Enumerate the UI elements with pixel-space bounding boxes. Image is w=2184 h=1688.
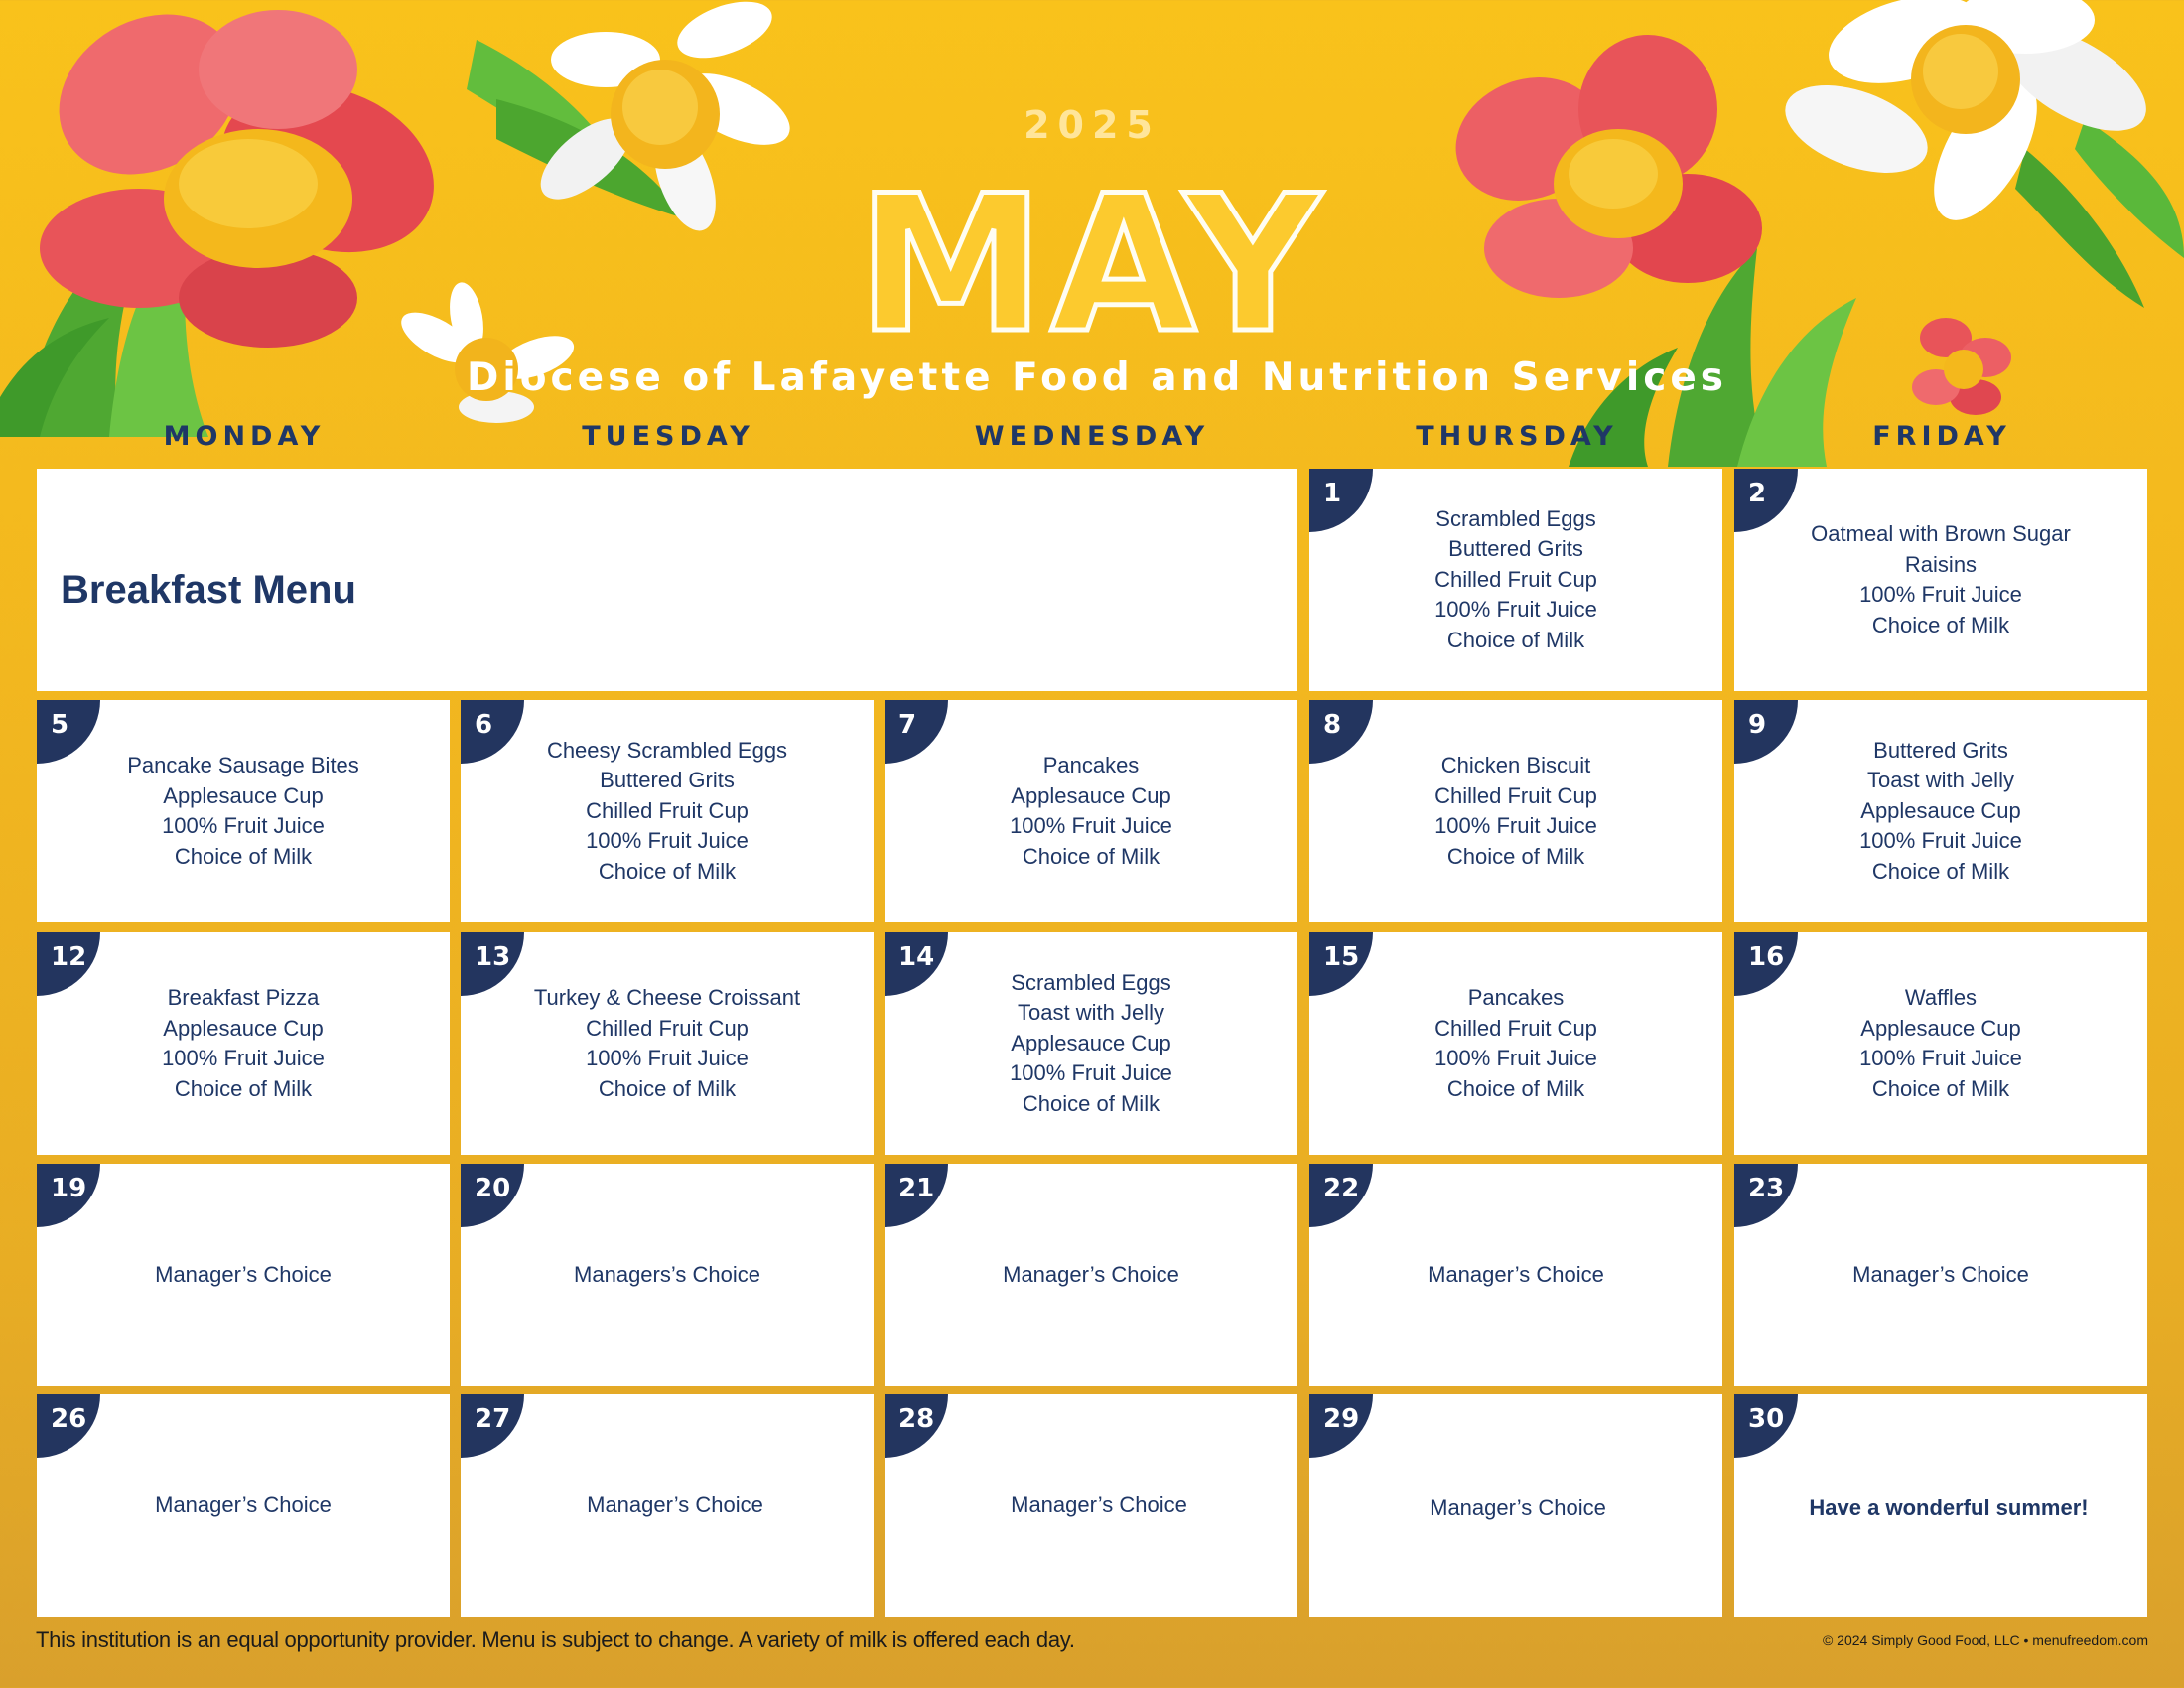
calendar-day-cell bbox=[1734, 469, 2147, 691]
menu-item: Scrambled Eggs bbox=[1011, 969, 1171, 995]
calendar-day-cell bbox=[885, 1164, 1297, 1386]
day-number: 6 bbox=[475, 710, 493, 740]
calendar-day-cell bbox=[461, 932, 874, 1155]
day-number: 16 bbox=[1748, 942, 1785, 972]
menu-item: 100% Fruit Juice bbox=[162, 813, 325, 838]
menu-item: Applesauce Cup bbox=[163, 782, 324, 808]
menu-item: Chilled Fruit Cup bbox=[586, 797, 749, 823]
calendar-day-cell bbox=[461, 1164, 874, 1386]
menu-item: Breakfast Pizza bbox=[167, 985, 320, 1010]
menu-item: Choice of Milk bbox=[1446, 627, 1585, 652]
menu-item: Choice of Milk bbox=[1871, 858, 2010, 884]
menu-items bbox=[898, 700, 1284, 922]
calendar-day-cell bbox=[885, 700, 1297, 922]
menu-items bbox=[51, 1394, 436, 1617]
menu-item: Waffles bbox=[1904, 985, 1978, 1010]
menu-item: Choice of Milk bbox=[1022, 843, 1160, 869]
menu-item: Manager’s Choice bbox=[1430, 1494, 1606, 1520]
calendar-month: MAY bbox=[857, 155, 1327, 374]
menu-item: Choice of Milk bbox=[1446, 843, 1585, 869]
calendar-day-cell bbox=[1309, 469, 1722, 691]
menu-item: Applesauce Cup bbox=[1860, 1015, 2021, 1041]
calendar-day-cell bbox=[37, 1164, 450, 1386]
menu-item: Chilled Fruit Cup bbox=[1434, 566, 1597, 592]
calendar-day-cell bbox=[37, 700, 450, 922]
breakfast-menu-banner bbox=[37, 469, 1297, 691]
calendar-year: 2025 bbox=[1024, 103, 1160, 147]
summer-message: Have a wonderful summer! bbox=[1809, 1494, 2089, 1520]
menu-items bbox=[1323, 469, 1708, 691]
menu-item: Choice of Milk bbox=[598, 858, 737, 884]
menu-item: 100% Fruit Juice bbox=[586, 828, 749, 854]
menu-item: Oatmeal with Brown Sugar bbox=[1811, 521, 2071, 546]
menu-item: Applesauce Cup bbox=[1860, 797, 2021, 823]
menu-item: Choice of Milk bbox=[1022, 1090, 1160, 1116]
menu-items bbox=[1323, 932, 1708, 1155]
menu-item: Scrambled Eggs bbox=[1435, 505, 1596, 531]
menu-item: Pancakes bbox=[1467, 985, 1565, 1010]
calendar-day-cell bbox=[461, 700, 874, 922]
menu-items bbox=[475, 1164, 860, 1386]
menu-items bbox=[898, 1164, 1284, 1386]
calendar-day-cell bbox=[461, 1394, 874, 1617]
menu-item: Manager’s Choice bbox=[1852, 1261, 2029, 1287]
menu-item: Manager’s Choice bbox=[1011, 1491, 1187, 1517]
menu-items bbox=[1323, 700, 1708, 922]
menu-item: Buttered Grits bbox=[1448, 536, 1583, 562]
menu-item: 100% Fruit Juice bbox=[1859, 1046, 2022, 1070]
menu-item: Pancakes bbox=[1042, 753, 1140, 777]
menu-item: Manager’s Choice bbox=[1003, 1261, 1179, 1287]
menu-item: 100% Fruit Juice bbox=[1859, 828, 2022, 854]
menu-item: Choice of Milk bbox=[1871, 1075, 2010, 1101]
menu-item: Turkey & Cheese Croissant bbox=[533, 985, 801, 1010]
menu-items bbox=[914, 1394, 1284, 1617]
menu-item: Manager’s Choice bbox=[1428, 1261, 1604, 1287]
day-number: 1 bbox=[1323, 479, 1342, 508]
menu-items bbox=[490, 1394, 860, 1617]
menu-item: 100% Fruit Juice bbox=[162, 1046, 325, 1070]
menu-item: Choice of Milk bbox=[598, 1075, 737, 1101]
menu-items bbox=[475, 932, 860, 1155]
day-number: 2 bbox=[1748, 479, 1767, 508]
menu-items bbox=[475, 700, 860, 922]
weekday-friday: FRIDAY bbox=[1872, 421, 2011, 452]
menu-item: 100% Fruit Juice bbox=[1010, 1060, 1172, 1086]
calendar-day-cell bbox=[1309, 932, 1722, 1155]
menu-item: 100% Fruit Juice bbox=[1859, 582, 2022, 607]
day-number: 19 bbox=[51, 1174, 87, 1203]
calendar-day-cell bbox=[37, 932, 450, 1155]
calendar-day-cell bbox=[1309, 1394, 1722, 1617]
day-number: 20 bbox=[475, 1174, 511, 1203]
menu-item: Buttered Grits bbox=[600, 768, 735, 793]
day-number: 8 bbox=[1323, 710, 1342, 740]
menu-item: 100% Fruit Juice bbox=[1434, 1046, 1597, 1070]
menu-item: Raisins bbox=[1904, 551, 1978, 577]
day-number: 5 bbox=[51, 710, 69, 740]
day-number: 29 bbox=[1323, 1404, 1360, 1434]
menu-items bbox=[1748, 469, 2133, 691]
weekday-monday: MONDAY bbox=[163, 421, 326, 452]
menu-item: 100% Fruit Juice bbox=[1010, 813, 1172, 838]
calendar-day-cell bbox=[1309, 700, 1722, 922]
day-number: 12 bbox=[51, 942, 87, 972]
menu-item: Pancake Sausage Bites bbox=[127, 753, 359, 777]
calendar-day-cell bbox=[37, 1394, 450, 1617]
menu-item: Chilled Fruit Cup bbox=[586, 1015, 749, 1041]
menu-item: Toast with Jelly bbox=[1018, 1000, 1164, 1026]
menu-item: Applesauce Cup bbox=[1011, 782, 1171, 808]
menu-item: 100% Fruit Juice bbox=[1434, 813, 1597, 838]
footer-copyright: © 2024 Simply Good Food, LLC • menufreedom.com bbox=[1822, 1632, 2148, 1648]
menu-items bbox=[898, 932, 1284, 1155]
menu-item: Cheesy Scrambled Eggs bbox=[546, 737, 788, 763]
day-number: 27 bbox=[475, 1404, 511, 1434]
menu-items bbox=[51, 932, 436, 1155]
menu-item: 100% Fruit Juice bbox=[1434, 597, 1597, 623]
calendar-day-cell bbox=[1734, 932, 2147, 1155]
menu-item: 100% Fruit Juice bbox=[586, 1046, 749, 1070]
footer-disclaimer: This institution is an equal opportunity provider. Menu is subject to change. A variety of milk is offered each day. bbox=[36, 1627, 1075, 1652]
day-number: 30 bbox=[1748, 1404, 1785, 1434]
menu-item: Managers’s Choice bbox=[574, 1261, 760, 1287]
menu-item: Chilled Fruit Cup bbox=[1434, 1015, 1597, 1041]
menu-item: Applesauce Cup bbox=[163, 1015, 324, 1041]
menu-items bbox=[51, 700, 436, 922]
menu-item: Applesauce Cup bbox=[1011, 1030, 1171, 1055]
weekday-thursday: THURSDAY bbox=[1416, 421, 1618, 452]
calendar-day-cell bbox=[885, 1394, 1297, 1617]
menu-item: Manager’s Choice bbox=[587, 1491, 763, 1517]
menu-item: Chilled Fruit Cup bbox=[1434, 782, 1597, 808]
menu-item: Choice of Milk bbox=[174, 1075, 313, 1101]
day-number: 14 bbox=[898, 942, 935, 972]
day-number: 21 bbox=[898, 1174, 935, 1203]
menu-items bbox=[1748, 1164, 2133, 1386]
menu-item: Choice of Milk bbox=[174, 843, 313, 869]
day-number: 28 bbox=[898, 1404, 935, 1434]
day-number: 22 bbox=[1323, 1174, 1360, 1203]
weekday-wednesday: WEDNESDAY bbox=[974, 421, 1210, 452]
menu-item: Choice of Milk bbox=[1871, 612, 2010, 637]
menu-item: Chicken Biscuit bbox=[1440, 753, 1591, 777]
calendar-day-cell bbox=[1734, 1164, 2147, 1386]
menu-item: Manager’s Choice bbox=[155, 1261, 332, 1287]
weekday-tuesday: TUESDAY bbox=[582, 421, 754, 452]
menu-item: Toast with Jelly bbox=[1867, 768, 2014, 793]
menu-item: Buttered Grits bbox=[1873, 737, 2008, 763]
calendar-day-cell bbox=[1734, 700, 2147, 922]
calendar-day-cell bbox=[1309, 1164, 1722, 1386]
menu-item: Manager’s Choice bbox=[155, 1491, 332, 1517]
menu-items bbox=[1748, 932, 2133, 1155]
menu-items bbox=[1764, 1400, 2133, 1617]
calendar-day-cell bbox=[885, 932, 1297, 1155]
menu-items bbox=[1323, 1164, 1708, 1386]
menu-items bbox=[51, 1164, 436, 1386]
menu-title: Breakfast Menu bbox=[61, 568, 356, 612]
day-number: 13 bbox=[475, 942, 511, 972]
day-number: 15 bbox=[1323, 942, 1360, 972]
organization-name: Diocese of Lafayette Food and Nutrition Services bbox=[467, 355, 1727, 400]
day-number: 7 bbox=[898, 710, 917, 740]
menu-items bbox=[1748, 700, 2133, 922]
calendar-day-cell bbox=[1734, 1394, 2147, 1617]
day-number: 9 bbox=[1748, 710, 1767, 740]
day-number: 23 bbox=[1748, 1174, 1785, 1203]
menu-item: Choice of Milk bbox=[1446, 1075, 1585, 1101]
day-number: 26 bbox=[51, 1404, 87, 1434]
menu-items bbox=[1327, 1400, 1708, 1617]
